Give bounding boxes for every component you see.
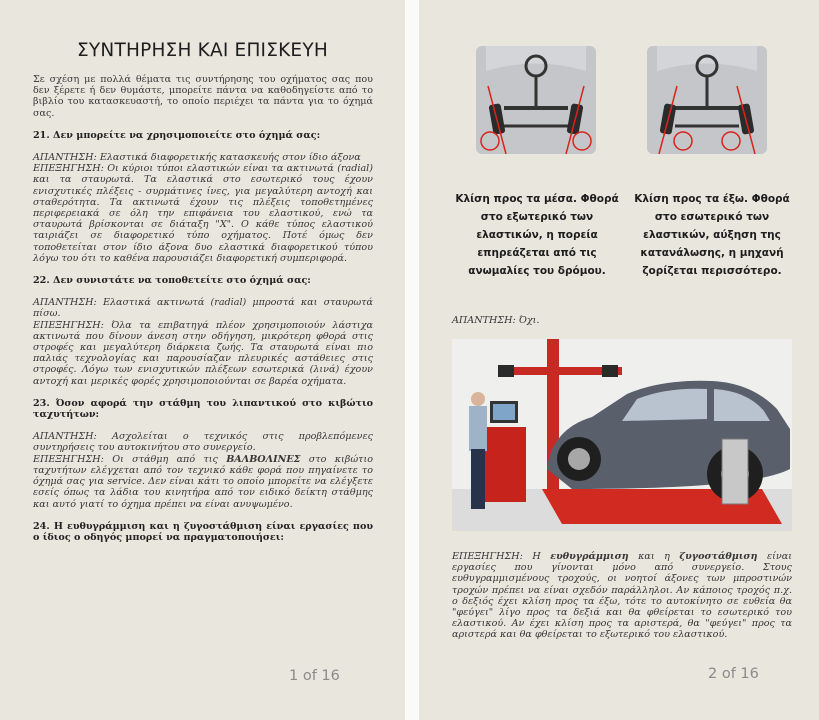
answer-text: : Ελαστικά διαφορετικής κατασκευής στον ίδιο άξονα xyxy=(93,152,361,164)
explanation-text: στο κιβώτιο ταχυτήτων ελέγχεται από τον τεχνικό κάθε φορά που πηγαίνετε το όχημά σας για service. Δεν είναι κάτι το οποίο μπορείτε να ελέγξετε εσείς όπως τα λάδια του κινητήρα από τον ειδικό δείκτη στάθμης και αυτό γιατί το όχημα πρέπει να είναι ανυψωμένο. xyxy=(33,453,373,510)
answer-23 xyxy=(33,431,373,453)
brand-name: ΒΑΛΒΟΛΙΝΕΣ xyxy=(226,453,301,465)
answer-label: ΑΠΑΝΤΗΣΗ xyxy=(452,315,513,326)
document-page-1[interactable] xyxy=(0,0,405,720)
page-number: 1 of 16 xyxy=(289,668,340,684)
answer-22 xyxy=(33,297,373,319)
explanation-label: ΕΠΕΞΗΓΗΣΗ xyxy=(33,163,101,175)
answer-text: : Ελαστικά ακτινωτά (radial) μπροστά και σταυρωτά πίσω. xyxy=(33,297,373,320)
answer-label: ΑΠΑΝΤΗΣΗ xyxy=(33,431,94,443)
explanation-text: : Όλα τα επιβατηγά πλέον χρησιμοποιούν λάστιχα ακτινωτά που δίνουν άνεση στην οδήγηση, μικρότερη φθορά στις στροφές και μεγαλύτερη διάρκεια ζωής. Τα σταυρωτά είναι πιο παλιάς τεχνολογίας και παρουσίαζαν πλευρικές αστάθειες στις στροφές. Λόγω των ενισχυτικών πλέξεων εσωτερικά (λινά) έχουν αντοχή και μερικές φορές χρησιμοποιούνται σε βαρέα οχήματα. xyxy=(33,319,373,387)
page-gutter xyxy=(405,0,419,720)
explanation-22 xyxy=(33,320,373,387)
keyword-balancing: ζυγοστάθμιση xyxy=(679,551,758,562)
page-1-body xyxy=(33,74,373,543)
wheel-alignment-photo xyxy=(452,339,792,531)
question-23: 23. Όσον αφορά την στάθμη του λιπαντικού στο κιβώτιο ταχυτήτων: xyxy=(33,397,373,421)
answer-label: ΑΠΑΝΤΗΣΗ xyxy=(33,152,94,164)
toe-out-caption: Κλίση προς τα έξω. Φθορά στο εσωτερικό των ελαστικών, αύξηση της κατανάλωσης, η μηχανή ζορίζεται περισσότερο. xyxy=(634,193,790,277)
answer-21 xyxy=(33,152,373,163)
explanation-text: είναι εργασίες που γίνονται μόνο από συνεργείο. Στους ευθυγραμμισμένους τροχούς, οι νοητοί άξονες των μπροστινών τροχών πρέπει να είναι σχεδόν παράλληλοι. Αν κάποιος τροχός π.χ. ο δεξιός έχει κλίση προς τα έξω, τότε το αυτοκίνητο σε ευθεία θα "φεύγει" λίγο προς τα δεξιά και θα φθείρεται το εσωτερικό του ελαστικού. Αν έχει κλίση προς τα αριστερά, θα "φεύγει" προς τα αριστερά και θα φθείρεται το εξωτερικό του ελαστικού. xyxy=(452,551,792,641)
answer-text: : Ασχολείται ο τεχνικός στις προβλεπόμενες συντηρήσεις του αυτοκινήτου στο συνεργείο. xyxy=(33,431,373,454)
keyword-alignment: ευθυγράμμιση xyxy=(550,551,629,562)
toe-out-diagram xyxy=(647,46,767,154)
page-number: 2 of 16 xyxy=(708,666,759,682)
question-22: 22. Δεν συνιστάτε να τοποθετείτε στο όχημά σας: xyxy=(33,275,311,287)
question-21: 21. Δεν μπορείτε να χρησιμοποιείτε στο όχημά σας: xyxy=(33,129,321,141)
toe-in-caption: Κλίση προς τα μέσα. Φθορά στο εξωτερικό των ελαστικών, η πορεία επηρεάζεται από τις ανωμαλίες του δρόμου. xyxy=(455,193,619,277)
explanation-label: ΕΠΕΞΗΓΗΣΗ xyxy=(33,453,101,465)
answer-text: : Όχι. xyxy=(512,315,540,326)
toe-in-diagram xyxy=(476,46,596,154)
explanation-24 xyxy=(452,551,792,641)
document-page-2[interactable] xyxy=(419,0,819,720)
explanation-21 xyxy=(33,163,373,264)
question-24: 24. Η ευθυγράμμιση και η ζυγοστάθμιση είναι εργασίες που ο ίδιος ο οδηγός μπορεί να πραγματοποιήσει: xyxy=(33,520,373,543)
answer-label: ΑΠΑΝΤΗΣΗ xyxy=(33,297,94,309)
explanation-text: : Οι κύριοι τύποι ελαστικών είναι τα ακτινωτά (radial) και τα σταυρωτά. Τα ελαστικά στο εσωτερικό τους έχουν ενισχυτικές πλέξεις - συρμάτινες ίνες, για μεγαλύτερη αντοχή και σταθερότητα. Τα ακτινωτά έχουν τις πλέξεις τοποθετημένες περιφερειακά σε όλη την επιφάνεια του ελαστικού, ενώ τα σταυρωτά βρίσκονται σε διάταξη "Χ". Ο κάθε τύπος ελαστικού ταιριάζει σε διαφορετικό τύπο οχήματος. Ποτέ όμως δεν τοποθετείται στον ίδιο άξονα δυο ελαστικά διαφορετικού τύπου λόγω του ότι το καθένα παρουσιάζει διαφορετική συμπεριφορά. xyxy=(33,163,373,264)
page-title: ΣΥΝΤΗΡΗΣΗ ΚΑΙ ΕΠΙΣΚΕΥΗ xyxy=(77,40,328,61)
explanation-label: ΕΠΕΞΗΓΗΣΗ xyxy=(33,319,101,331)
explanation-label: ΕΠΕΞΗΓΗΣΗ xyxy=(452,551,520,562)
intro-paragraph: Σε σχέση με πολλά θέματα τις συντήρησης του οχήματος σας που δεν ξέρετε ή δεν θυμάστε, μπορείτε πάντα να καθοδηγείστε από το βιβλίο του κατασκευαστή, το οποίο περιέχει τα πάντα για το όχημά σας. xyxy=(33,74,373,119)
answer-24 xyxy=(452,315,539,326)
explanation-text: : Η xyxy=(519,551,551,562)
explanation-23 xyxy=(33,454,373,510)
explanation-text: : Οι στάθμη από τις xyxy=(100,453,227,465)
explanation-text: και η xyxy=(628,551,680,562)
